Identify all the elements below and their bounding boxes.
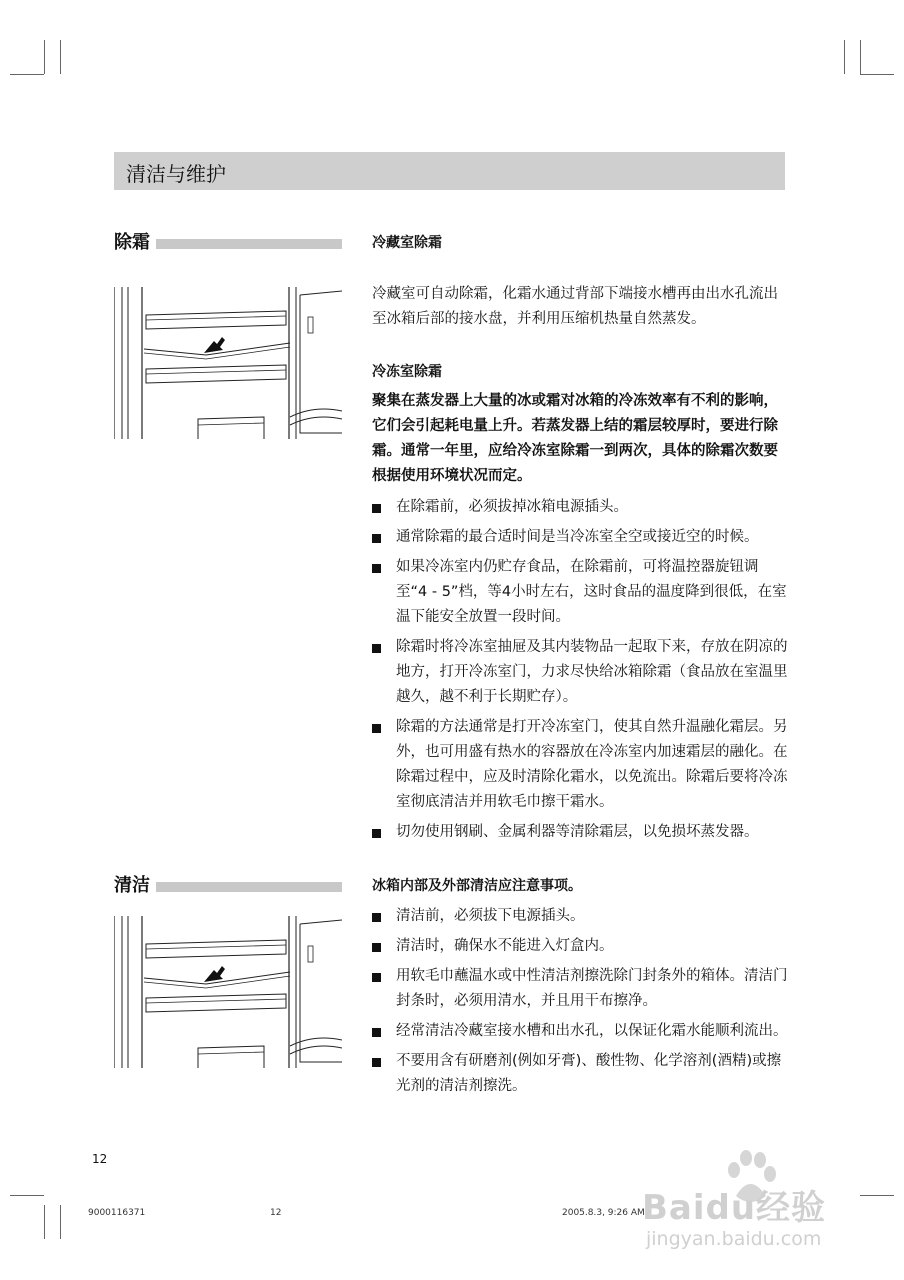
crop-mark [10,1195,44,1196]
crop-mark [860,74,894,75]
list-item: 切勿使用钢刷、金属利器等清除霜层，以免损坏蒸发器。 [372,820,788,845]
cleaning-title-rule [156,882,342,892]
list-item: 经常清洁冷藏室接水槽和出水孔，以保证化霜水能顺利流出。 [372,1019,788,1044]
bullet-square-icon [372,1028,381,1037]
cleaning-side-title: 清洁 [114,875,150,896]
list-item: 除霜时将冷冻室抽屉及其内装物品一起取下来，存放在阴凉的地方，打开冷冻室门，力求尽快给冰箱除霜（食品放在室温里越久，越不利于长期贮存）。 [372,635,788,710]
fridge-defrost-illustration [114,287,342,439]
bullet-square-icon [372,534,381,543]
print-timestamp: 2005.8.3, 9:26 AM [562,1208,645,1218]
page-number: 12 [92,1152,108,1166]
list-item: 通常除霜的最合适时间是当冷冻室全空或接近空的时候。 [372,525,788,550]
list-item: 不要用含有研磨剂(例如牙膏)、酸性物、化学溶剂(酒精)或擦光剂的清洁剂擦洗。 [372,1049,788,1099]
section-title: 清洁与维护 [126,162,226,186]
crop-mark [60,1205,61,1239]
bullet-square-icon [372,1058,381,1067]
doc-id: 9000116371 [88,1208,146,1218]
bullet-square-icon [372,829,381,838]
freezer-defrost-intro: 聚集在蒸发器上大量的冰或霜对冰箱的冷冻效率有不利的影响，它们会引起耗电量上升。若蒸发器上结的霜层较厚时，要进行除霜。通常一年里，应给冷冻室除霜一到两次，具体的除霜次数要根据使用环境状况而定。 [372,393,778,484]
bullet-square-icon [372,943,381,952]
crop-mark [10,74,44,75]
cleaning-list [372,904,788,1099]
watermark-brand: Baidu经验 [642,1188,827,1228]
slug-page-number: 12 [270,1208,282,1218]
defrost-content [372,233,788,845]
bullet-square-icon [372,913,381,922]
list-item: 除霜的方法通常是打开冷冻室门，使其自然升温融化霜层。另外，也可用盛有热水的容器放在冷冻室内加速霜层的融化。在除霜过程中，应及时清除化霜水，以免流出。除霜后要将冷冻室彻底清洁并用软毛巾擦干霜水。 [372,715,788,815]
bullet-square-icon [372,504,381,513]
crop-mark [60,40,61,74]
bullet-square-icon [372,724,381,733]
crop-mark [44,40,45,74]
defrost-side-title: 除霜 [114,232,150,253]
cleaning-heading: 冰箱内部及外部清洁应注意事项。 [372,878,582,894]
freezer-defrost-heading: 冷冻室除霜 [372,364,442,380]
baidu-watermark [640,1150,880,1270]
list-item: 清洁时，确保水不能进入灯盒内。 [372,934,788,959]
crop-mark [860,40,861,74]
bullet-square-icon [372,644,381,653]
fridge-defrost-text: 冷藏室可自动除霜，化霜水通过背部下端接水槽再由出水孔流出至冰箱后部的接水盘，并利用压缩机热量自然蒸发。 [372,286,778,327]
cleaning-content [372,876,788,1099]
defrost-title-rule [156,239,342,249]
fridge-cleaning-illustration [114,916,342,1068]
crop-mark [844,40,845,74]
list-item: 清洁前，必须拔下电源插头。 [372,904,788,929]
list-item: 用软毛巾蘸温水或中性清洁剂擦洗除门封条外的箱体。清洁门封条时，必须用清水，并且用干布擦净。 [372,964,788,1014]
section-header [114,152,785,190]
list-item: 在除霜前，必须拔掉冰箱电源插头。 [372,495,788,520]
list-item: 如果冷冻室内仍贮存食品，在除霜前，可将温控器旋钮调至“4 - 5”档，等4小时左右，这时食品的温度降到很低，在室温下能安全放置一段时间。 [372,555,788,630]
fridge-defrost-heading: 冷藏室除霜 [372,235,442,251]
freezer-defrost-list [372,495,788,845]
bullet-square-icon [372,973,381,982]
crop-mark [44,1205,45,1239]
bullet-square-icon [372,564,381,573]
watermark-url: jingyan.baidu.com [646,1228,822,1250]
